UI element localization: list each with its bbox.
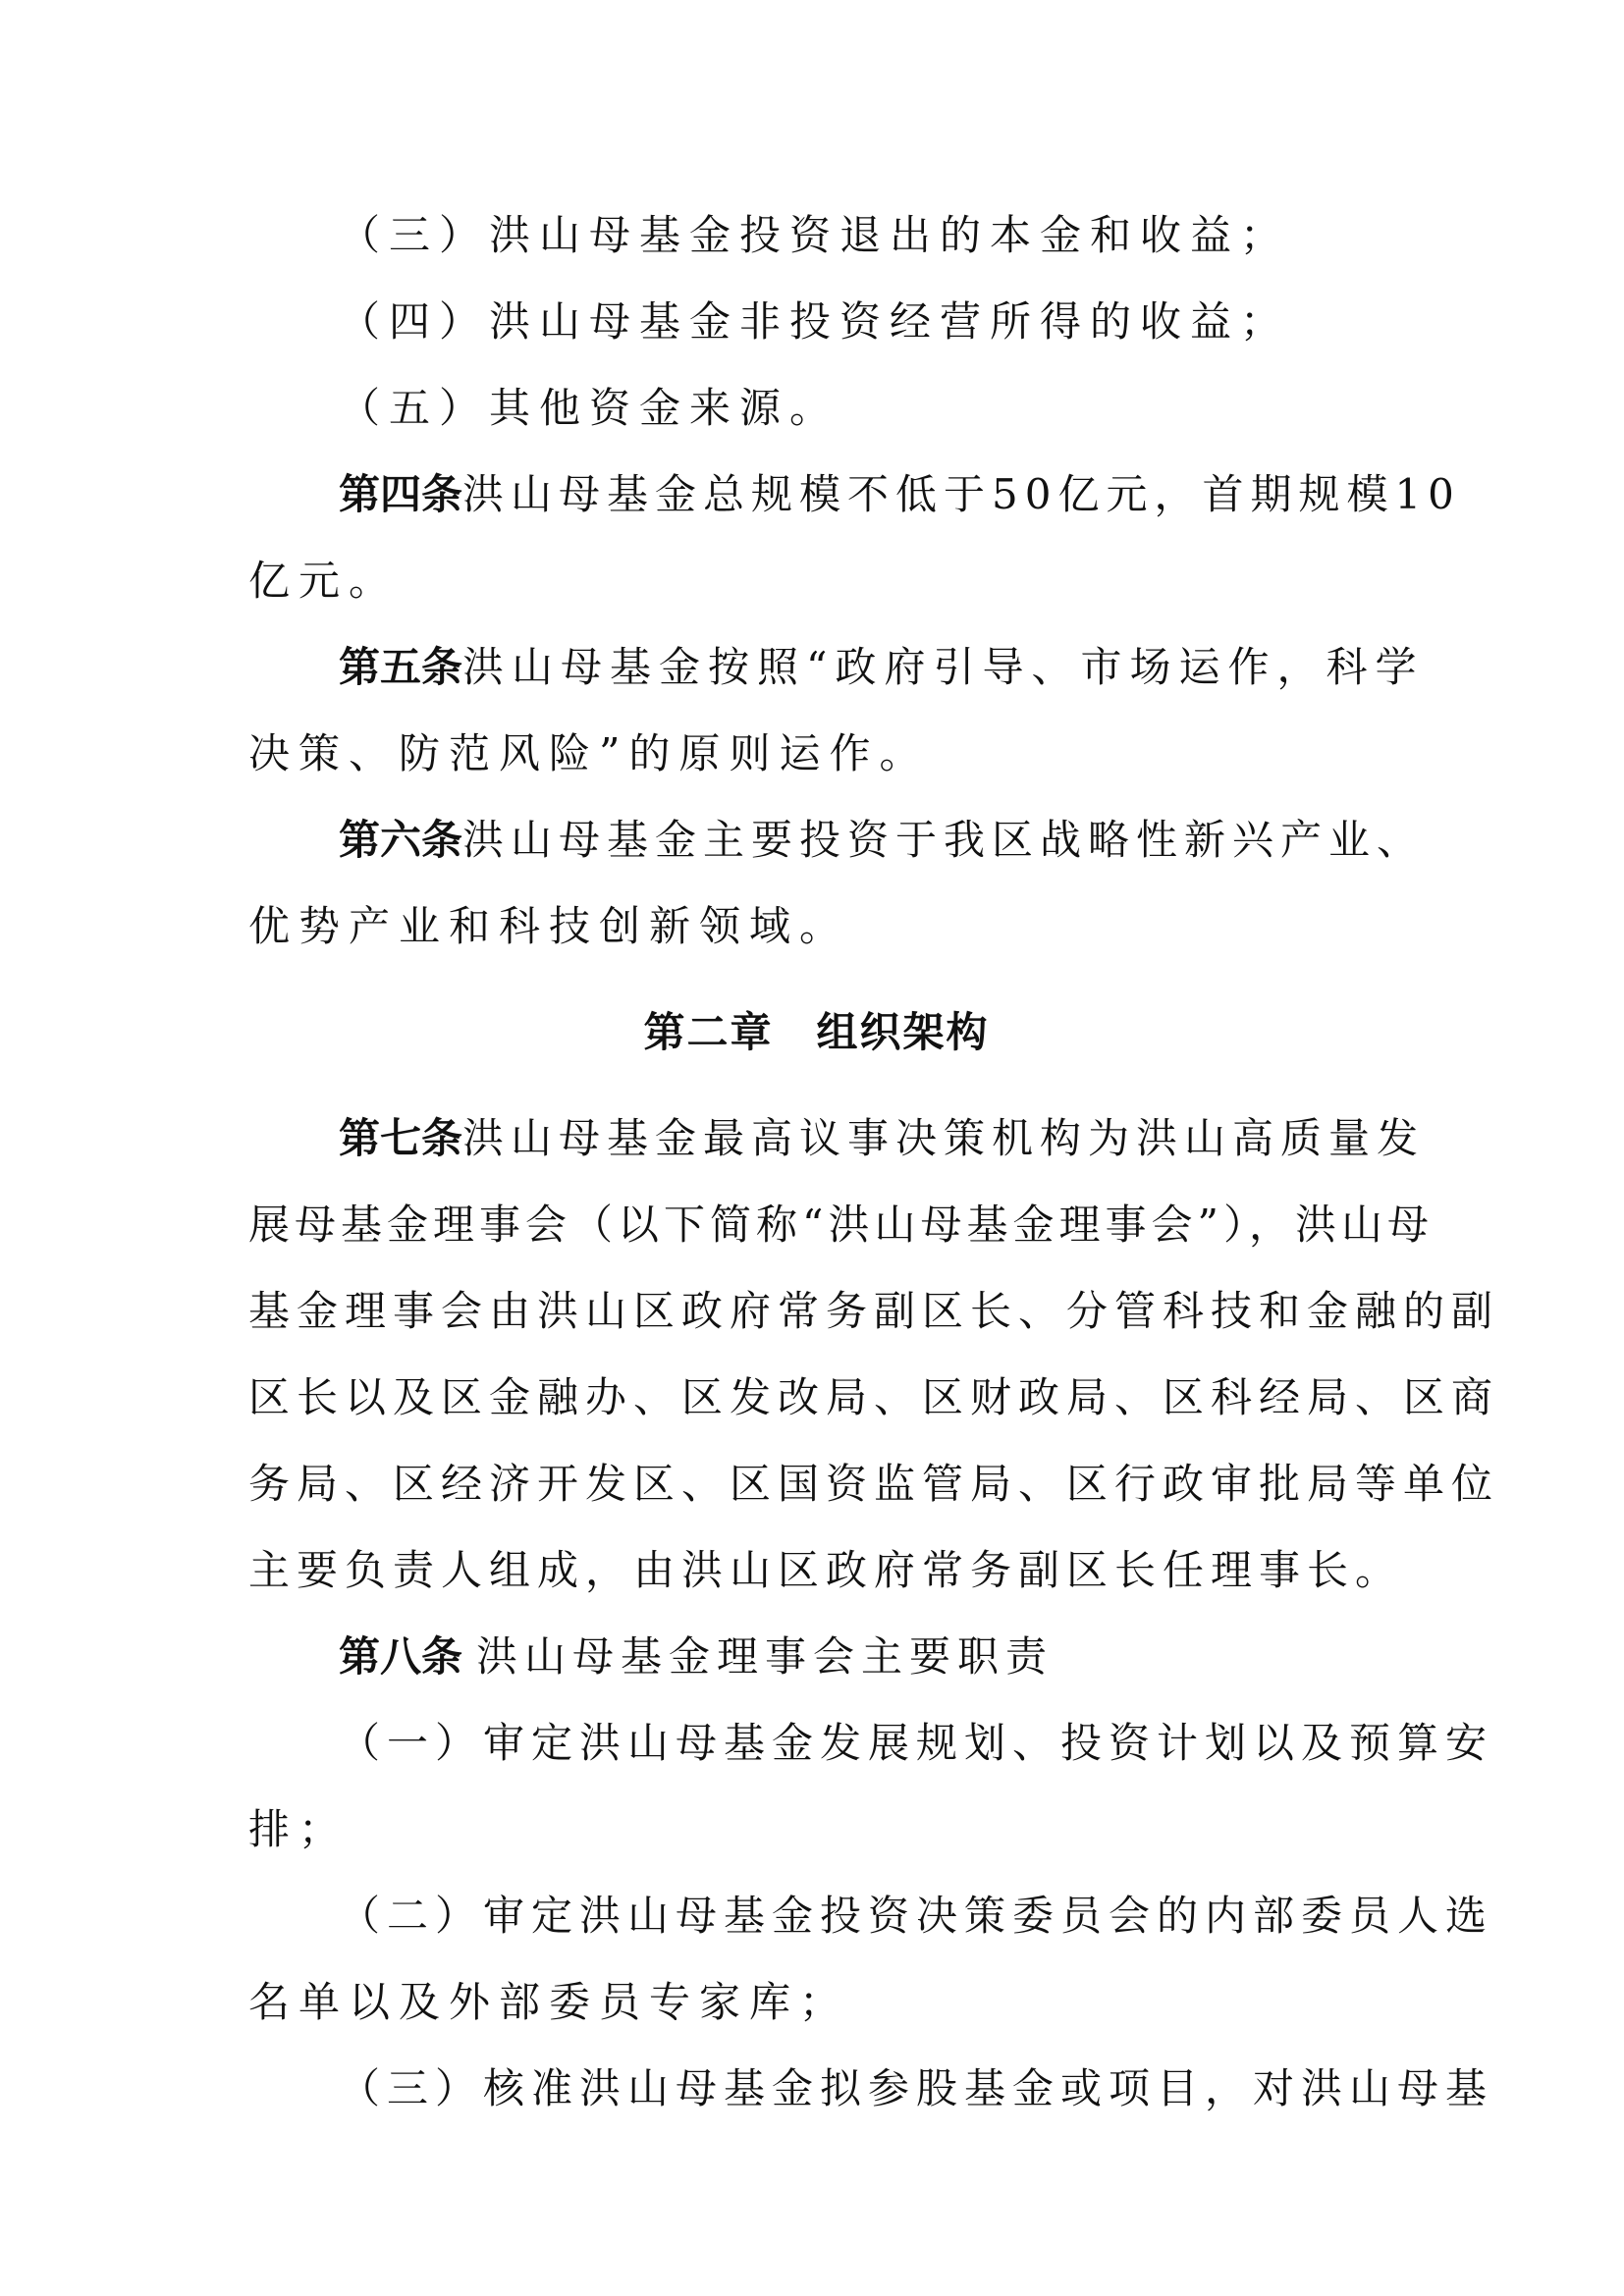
line-text: 区长以及区金融办、区发改局、区财政局、区科经局、区商 (248, 1373, 1500, 1421)
article-label: 第七条 (339, 1114, 463, 1162)
line-text: 务局、区经济开发区、区国资监管局、区行政审批局等单位 (248, 1460, 1500, 1508)
paragraph-line (248, 1798, 349, 1861)
line-text: （二）审定洪山母基金投资决策委员会的内部委员人选 (339, 1892, 1494, 1940)
document-page (248, 0, 1500, 2296)
paragraph-line (248, 1194, 1434, 1256)
article-4-line (339, 463, 1461, 526)
line-text: 洪山母基金总规模不低于50亿元，首期规模10 (462, 470, 1461, 518)
article-label: 第六条 (339, 816, 463, 864)
paragraph-line (248, 550, 399, 613)
article-8-line (339, 1626, 1054, 1688)
line-text: （一）审定洪山母基金发展规划、投资计划以及预算安 (339, 1719, 1494, 1767)
article-6-line (339, 809, 1426, 872)
line-text: （四）洪山母基金非投资经营所得的收益； (339, 297, 1291, 346)
paragraph-line (248, 895, 849, 958)
line-text: 洪山母基金理事会主要职责 (476, 1632, 1055, 1681)
line-text: （三）核准洪山母基金拟参股基金或项目，对洪山母基 (339, 2064, 1494, 2112)
article-5-line (339, 636, 1425, 699)
paragraph-line (339, 377, 839, 440)
line-text: 名单以及外部委员专家库； (248, 1978, 850, 2026)
paragraph-line (339, 291, 1290, 353)
paragraph-line (248, 1971, 849, 2034)
line-text: 排； (248, 1805, 350, 1853)
line-text: 优势产业和科技创新领域。 (248, 902, 850, 950)
chapter-heading: 第二章 组织架构 (643, 1008, 990, 1056)
paragraph-line (248, 1453, 1499, 1516)
line-text: 主要负责人组成，由洪山区政府常务副区长任理事长。 (248, 1546, 1404, 1594)
paragraph-line (248, 1539, 1403, 1602)
article-label: 第八条 (339, 1632, 463, 1681)
line-text: （三）洪山母基金投资退出的本金和收益； (339, 211, 1291, 259)
paragraph-line (339, 2057, 1493, 2120)
line-text: 洪山母基金按照“政府引导、市场运作，科学 (462, 643, 1425, 691)
line-text: 洪山母基金主要投资于我区战略性新兴产业、 (462, 816, 1426, 864)
paragraph-line (248, 1366, 1499, 1429)
line-text: 亿元。 (248, 557, 400, 605)
line-text: 展母基金理事会（以下简称“洪山母基金理事会”），洪山母 (248, 1201, 1434, 1249)
article-7-line (339, 1107, 1426, 1170)
paragraph-line (339, 1712, 1493, 1775)
paragraph-line (339, 204, 1290, 267)
article-label: 第五条 (339, 643, 463, 691)
paragraph-line (248, 722, 929, 785)
line-text: 基金理事会由洪山区政府常务副区长、分管科技和金融的副 (248, 1287, 1500, 1335)
line-text: 决策、防范风险”的原则运作。 (248, 729, 930, 777)
paragraph-line (339, 1885, 1493, 1948)
line-text: （五）其他资金来源。 (339, 384, 840, 432)
article-label: 第四条 (339, 470, 463, 518)
paragraph-line (248, 1280, 1499, 1343)
line-text: 洪山母基金最高议事决策机构为洪山高质量发 (462, 1114, 1426, 1162)
